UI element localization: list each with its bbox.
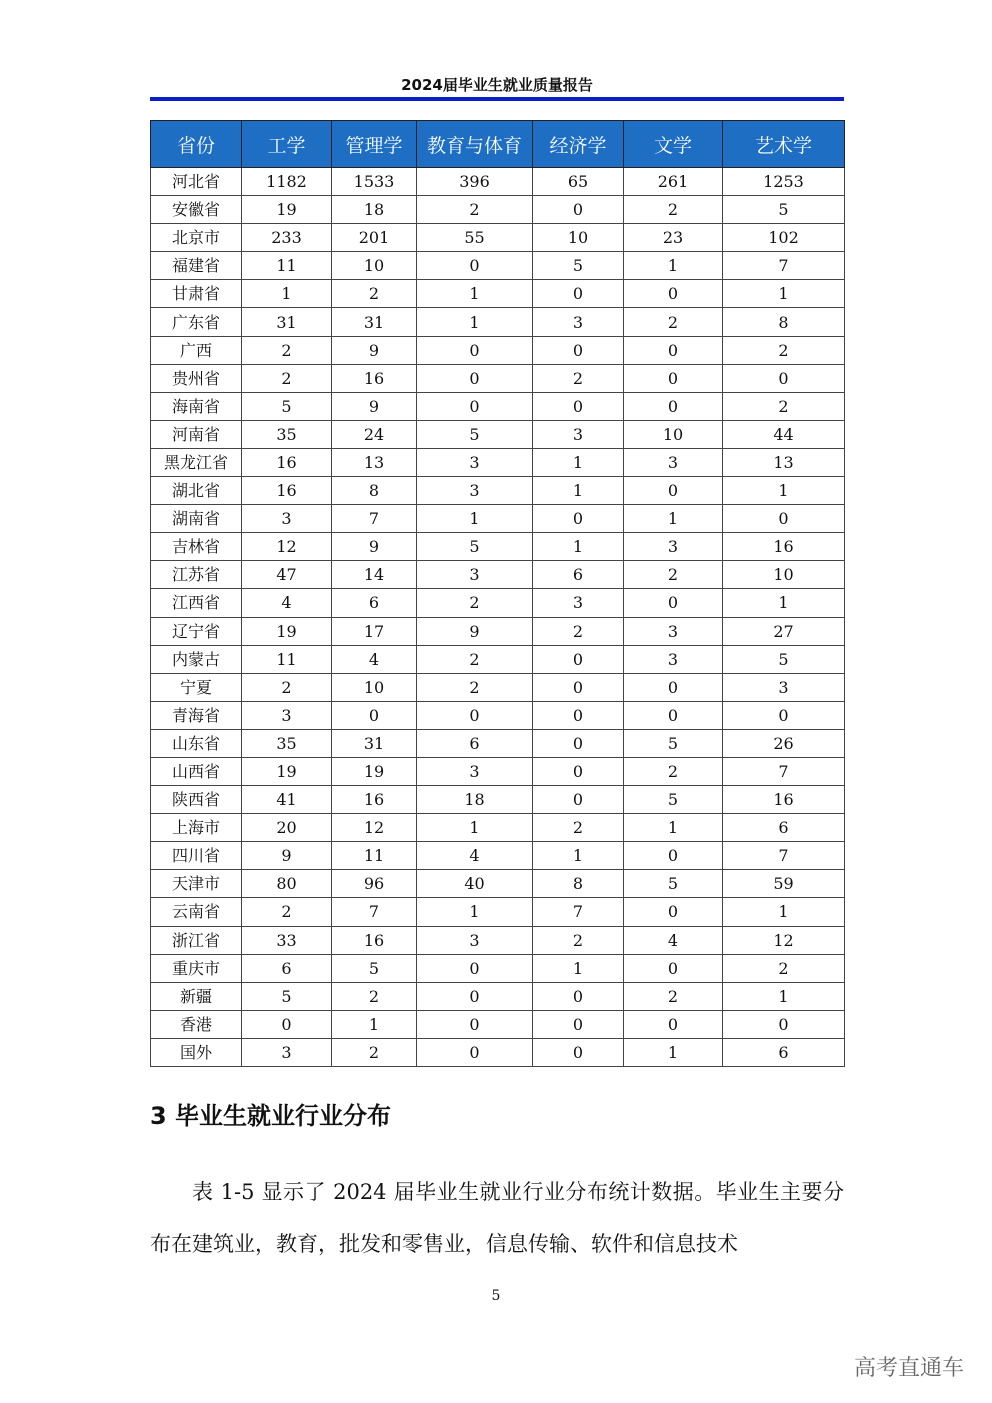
province-cell: 山东省 — [151, 729, 242, 757]
value-cell: 3 — [533, 308, 624, 336]
value-cell: 2 — [624, 982, 723, 1010]
value-cell: 16 — [332, 364, 417, 392]
value-cell: 2 — [242, 898, 332, 926]
province-cell: 四川省 — [151, 842, 242, 870]
value-cell: 5 — [417, 420, 533, 448]
value-cell: 13 — [723, 448, 845, 476]
value-cell: 0 — [624, 1010, 723, 1038]
table-row — [151, 757, 845, 785]
table-body — [151, 168, 845, 1067]
value-cell: 20 — [242, 814, 332, 842]
value-cell: 0 — [624, 336, 723, 364]
value-cell: 1 — [624, 1038, 723, 1066]
province-cell: 宁夏 — [151, 673, 242, 701]
value-cell: 12 — [332, 814, 417, 842]
value-cell: 6 — [242, 954, 332, 982]
value-cell: 1 — [723, 477, 845, 505]
column-header: 文学 — [624, 121, 723, 168]
value-cell: 3 — [417, 757, 533, 785]
table-row — [151, 336, 845, 364]
value-cell: 3 — [417, 448, 533, 476]
table-header-row — [151, 121, 845, 168]
province-cell: 湖北省 — [151, 477, 242, 505]
value-cell: 16 — [723, 533, 845, 561]
value-cell: 10 — [723, 561, 845, 589]
value-cell: 0 — [624, 589, 723, 617]
table-row — [151, 505, 845, 533]
table-row — [151, 561, 845, 589]
value-cell: 2 — [417, 589, 533, 617]
value-cell: 9 — [332, 533, 417, 561]
value-cell: 1 — [624, 814, 723, 842]
province-cell: 福建省 — [151, 252, 242, 280]
value-cell: 59 — [723, 870, 845, 898]
value-cell: 7 — [332, 505, 417, 533]
value-cell: 2 — [533, 364, 624, 392]
value-cell: 0 — [624, 280, 723, 308]
value-cell: 0 — [417, 364, 533, 392]
value-cell: 55 — [417, 224, 533, 252]
province-cell: 黑龙江省 — [151, 448, 242, 476]
value-cell: 31 — [332, 729, 417, 757]
value-cell: 9 — [417, 617, 533, 645]
value-cell: 1 — [533, 954, 624, 982]
province-cell: 陕西省 — [151, 786, 242, 814]
table-row — [151, 870, 845, 898]
table-row — [151, 786, 845, 814]
value-cell: 5 — [723, 645, 845, 673]
value-cell: 0 — [624, 392, 723, 420]
value-cell: 33 — [242, 926, 332, 954]
value-cell: 5 — [332, 954, 417, 982]
value-cell: 0 — [723, 701, 845, 729]
value-cell: 11 — [242, 252, 332, 280]
value-cell: 0 — [417, 392, 533, 420]
value-cell: 4 — [417, 842, 533, 870]
value-cell: 4 — [332, 645, 417, 673]
value-cell: 16 — [723, 786, 845, 814]
table-row — [151, 814, 845, 842]
value-cell: 1 — [723, 589, 845, 617]
province-cell: 广西 — [151, 336, 242, 364]
value-cell: 0 — [624, 842, 723, 870]
value-cell: 40 — [417, 870, 533, 898]
province-cell: 北京市 — [151, 224, 242, 252]
value-cell: 23 — [624, 224, 723, 252]
value-cell: 9 — [332, 392, 417, 420]
value-cell: 3 — [723, 673, 845, 701]
province-cell: 江西省 — [151, 589, 242, 617]
value-cell: 7 — [723, 842, 845, 870]
table-row — [151, 477, 845, 505]
value-cell: 0 — [417, 954, 533, 982]
value-cell: 1 — [417, 308, 533, 336]
table-row — [151, 533, 845, 561]
value-cell: 2 — [417, 673, 533, 701]
value-cell: 1 — [533, 533, 624, 561]
table-row — [151, 898, 845, 926]
value-cell: 0 — [417, 252, 533, 280]
value-cell: 19 — [332, 757, 417, 785]
value-cell: 2 — [417, 645, 533, 673]
body-paragraph: 表 1-5 显示了 2024 届毕业生就业行业分布统计数据。毕业生主要分布在建筑业，教育，批发和零售业，信息传输、软件和信息技术 — [150, 1180, 844, 1256]
value-cell: 16 — [242, 448, 332, 476]
value-cell: 0 — [533, 645, 624, 673]
value-cell: 35 — [242, 729, 332, 757]
province-cell: 香港 — [151, 1010, 242, 1038]
value-cell: 35 — [242, 420, 332, 448]
value-cell: 2 — [242, 336, 332, 364]
table-row — [151, 926, 845, 954]
value-cell: 3 — [417, 561, 533, 589]
value-cell: 0 — [533, 1010, 624, 1038]
watermark-text: 高考直通车 — [853, 1356, 964, 1381]
value-cell: 3 — [242, 505, 332, 533]
value-cell: 8 — [533, 870, 624, 898]
value-cell: 1 — [417, 814, 533, 842]
value-cell: 233 — [242, 224, 332, 252]
value-cell: 5 — [242, 982, 332, 1010]
province-cell: 上海市 — [151, 814, 242, 842]
column-header: 管理学 — [332, 121, 417, 168]
province-cell: 海南省 — [151, 392, 242, 420]
value-cell: 44 — [723, 420, 845, 448]
value-cell: 0 — [723, 364, 845, 392]
value-cell: 26 — [723, 729, 845, 757]
value-cell: 96 — [332, 870, 417, 898]
table-row — [151, 308, 845, 336]
value-cell: 0 — [533, 280, 624, 308]
value-cell: 2 — [624, 561, 723, 589]
province-cell: 国外 — [151, 1038, 242, 1066]
value-cell: 3 — [624, 617, 723, 645]
value-cell: 201 — [332, 224, 417, 252]
value-cell: 2 — [242, 673, 332, 701]
value-cell: 6 — [332, 589, 417, 617]
value-cell: 0 — [533, 757, 624, 785]
value-cell: 10 — [624, 420, 723, 448]
value-cell: 5 — [624, 870, 723, 898]
value-cell: 19 — [242, 757, 332, 785]
table-row — [151, 196, 845, 224]
column-header: 教育与体育 — [417, 121, 533, 168]
value-cell: 261 — [624, 168, 723, 196]
value-cell: 1 — [417, 505, 533, 533]
value-cell: 18 — [332, 196, 417, 224]
value-cell: 1 — [723, 280, 845, 308]
value-cell: 2 — [332, 280, 417, 308]
province-cell: 云南省 — [151, 898, 242, 926]
value-cell: 9 — [242, 842, 332, 870]
header-rule — [150, 97, 844, 101]
value-cell: 0 — [332, 701, 417, 729]
table-row — [151, 392, 845, 420]
value-cell: 7 — [723, 252, 845, 280]
table-row — [151, 645, 845, 673]
value-cell: 1 — [533, 477, 624, 505]
value-cell: 13 — [332, 448, 417, 476]
value-cell: 17 — [332, 617, 417, 645]
value-cell: 2 — [533, 814, 624, 842]
table-row — [151, 842, 845, 870]
value-cell: 6 — [723, 1038, 845, 1066]
value-cell: 0 — [533, 729, 624, 757]
page-number: 5 — [491, 1288, 501, 1304]
value-cell: 1 — [242, 280, 332, 308]
value-cell: 65 — [533, 168, 624, 196]
value-cell: 6 — [533, 561, 624, 589]
value-cell: 10 — [332, 252, 417, 280]
section-heading: 3 毕业生就业行业分布 — [150, 1102, 392, 1130]
value-cell: 1 — [624, 505, 723, 533]
value-cell: 3 — [417, 477, 533, 505]
value-cell: 396 — [417, 168, 533, 196]
value-cell: 5 — [723, 196, 845, 224]
value-cell: 19 — [242, 617, 332, 645]
value-cell: 1 — [533, 448, 624, 476]
province-cell: 辽宁省 — [151, 617, 242, 645]
value-cell: 7 — [533, 898, 624, 926]
value-cell: 4 — [624, 926, 723, 954]
province-cell: 天津市 — [151, 870, 242, 898]
value-cell: 0 — [417, 701, 533, 729]
value-cell: 0 — [624, 477, 723, 505]
province-cell: 青海省 — [151, 701, 242, 729]
value-cell: 1 — [417, 280, 533, 308]
province-cell: 江苏省 — [151, 561, 242, 589]
value-cell: 2 — [624, 196, 723, 224]
value-cell: 0 — [723, 505, 845, 533]
value-cell: 3 — [533, 420, 624, 448]
value-cell: 11 — [332, 842, 417, 870]
value-cell: 3 — [242, 701, 332, 729]
value-cell: 10 — [533, 224, 624, 252]
value-cell: 0 — [533, 701, 624, 729]
province-cell: 新疆 — [151, 982, 242, 1010]
value-cell: 2 — [417, 196, 533, 224]
value-cell: 3 — [624, 448, 723, 476]
value-cell: 1182 — [242, 168, 332, 196]
province-cell: 浙江省 — [151, 926, 242, 954]
value-cell: 0 — [533, 786, 624, 814]
table-row — [151, 673, 845, 701]
value-cell: 2 — [723, 392, 845, 420]
province-cell: 河北省 — [151, 168, 242, 196]
province-cell: 内蒙古 — [151, 645, 242, 673]
table-row — [151, 252, 845, 280]
value-cell: 0 — [417, 1010, 533, 1038]
value-cell: 31 — [242, 308, 332, 336]
value-cell: 9 — [332, 336, 417, 364]
value-cell: 24 — [332, 420, 417, 448]
value-cell: 1 — [624, 252, 723, 280]
value-cell: 31 — [332, 308, 417, 336]
value-cell: 18 — [417, 786, 533, 814]
value-cell: 0 — [533, 1038, 624, 1066]
value-cell: 16 — [332, 926, 417, 954]
province-cell: 广东省 — [151, 308, 242, 336]
value-cell: 1 — [417, 898, 533, 926]
value-cell: 0 — [417, 1038, 533, 1066]
table-row — [151, 1010, 845, 1038]
value-cell: 0 — [533, 673, 624, 701]
value-cell: 1 — [533, 842, 624, 870]
table-row — [151, 617, 845, 645]
value-cell: 2 — [723, 954, 845, 982]
value-cell: 2 — [242, 364, 332, 392]
table-row — [151, 954, 845, 982]
value-cell: 1533 — [332, 168, 417, 196]
value-cell: 12 — [242, 533, 332, 561]
value-cell: 2 — [723, 336, 845, 364]
value-cell: 1 — [723, 898, 845, 926]
column-header: 艺术学 — [723, 121, 845, 168]
value-cell: 2 — [533, 617, 624, 645]
value-cell: 1 — [332, 1010, 417, 1038]
value-cell: 0 — [624, 898, 723, 926]
province-cell: 吉林省 — [151, 533, 242, 561]
value-cell: 1 — [723, 982, 845, 1010]
value-cell: 3 — [624, 645, 723, 673]
value-cell: 19 — [242, 196, 332, 224]
value-cell: 5 — [242, 392, 332, 420]
table-row — [151, 729, 845, 757]
value-cell: 3 — [624, 533, 723, 561]
value-cell: 3 — [417, 926, 533, 954]
value-cell: 3 — [533, 589, 624, 617]
value-cell: 4 — [242, 589, 332, 617]
value-cell: 47 — [242, 561, 332, 589]
value-cell: 0 — [533, 505, 624, 533]
page-header-title: 2024届毕业生就业质量报告 — [401, 76, 593, 94]
value-cell: 0 — [624, 701, 723, 729]
value-cell: 2 — [533, 926, 624, 954]
province-cell: 河南省 — [151, 420, 242, 448]
value-cell: 0 — [723, 1010, 845, 1038]
table-row — [151, 448, 845, 476]
column-header: 省份 — [151, 121, 242, 168]
table-row — [151, 280, 845, 308]
value-cell: 0 — [533, 336, 624, 364]
value-cell: 0 — [242, 1010, 332, 1038]
table-row — [151, 701, 845, 729]
table-row — [151, 982, 845, 1010]
value-cell: 11 — [242, 645, 332, 673]
value-cell: 7 — [723, 757, 845, 785]
province-cell: 甘肃省 — [151, 280, 242, 308]
value-cell: 5 — [624, 729, 723, 757]
value-cell: 0 — [417, 982, 533, 1010]
value-cell: 41 — [242, 786, 332, 814]
province-cell: 湖南省 — [151, 505, 242, 533]
province-cell: 安徽省 — [151, 196, 242, 224]
province-employment-table — [150, 120, 845, 1067]
value-cell: 0 — [533, 196, 624, 224]
value-cell: 16 — [332, 786, 417, 814]
value-cell: 6 — [723, 814, 845, 842]
value-cell: 80 — [242, 870, 332, 898]
province-cell: 山西省 — [151, 757, 242, 785]
value-cell: 2 — [332, 982, 417, 1010]
value-cell: 2 — [624, 757, 723, 785]
value-cell: 0 — [624, 954, 723, 982]
table-row — [151, 589, 845, 617]
table-row — [151, 1038, 845, 1066]
value-cell: 3 — [242, 1038, 332, 1066]
column-header: 经济学 — [533, 121, 624, 168]
table-row — [151, 168, 845, 196]
value-cell: 5 — [533, 252, 624, 280]
value-cell: 6 — [417, 729, 533, 757]
value-cell: 12 — [723, 926, 845, 954]
value-cell: 2 — [624, 308, 723, 336]
value-cell: 8 — [723, 308, 845, 336]
value-cell: 10 — [332, 673, 417, 701]
value-cell: 1253 — [723, 168, 845, 196]
value-cell: 0 — [417, 336, 533, 364]
province-cell: 贵州省 — [151, 364, 242, 392]
table-row — [151, 420, 845, 448]
value-cell: 0 — [624, 364, 723, 392]
province-cell: 重庆市 — [151, 954, 242, 982]
value-cell: 8 — [332, 477, 417, 505]
value-cell: 5 — [417, 533, 533, 561]
value-cell: 2 — [332, 1038, 417, 1066]
value-cell: 0 — [533, 392, 624, 420]
value-cell: 14 — [332, 561, 417, 589]
value-cell: 0 — [624, 673, 723, 701]
value-cell: 27 — [723, 617, 845, 645]
value-cell: 16 — [242, 477, 332, 505]
table-row — [151, 224, 845, 252]
value-cell: 102 — [723, 224, 845, 252]
value-cell: 7 — [332, 898, 417, 926]
table-row — [151, 364, 845, 392]
value-cell: 0 — [533, 982, 624, 1010]
value-cell: 5 — [624, 786, 723, 814]
column-header: 工学 — [242, 121, 332, 168]
